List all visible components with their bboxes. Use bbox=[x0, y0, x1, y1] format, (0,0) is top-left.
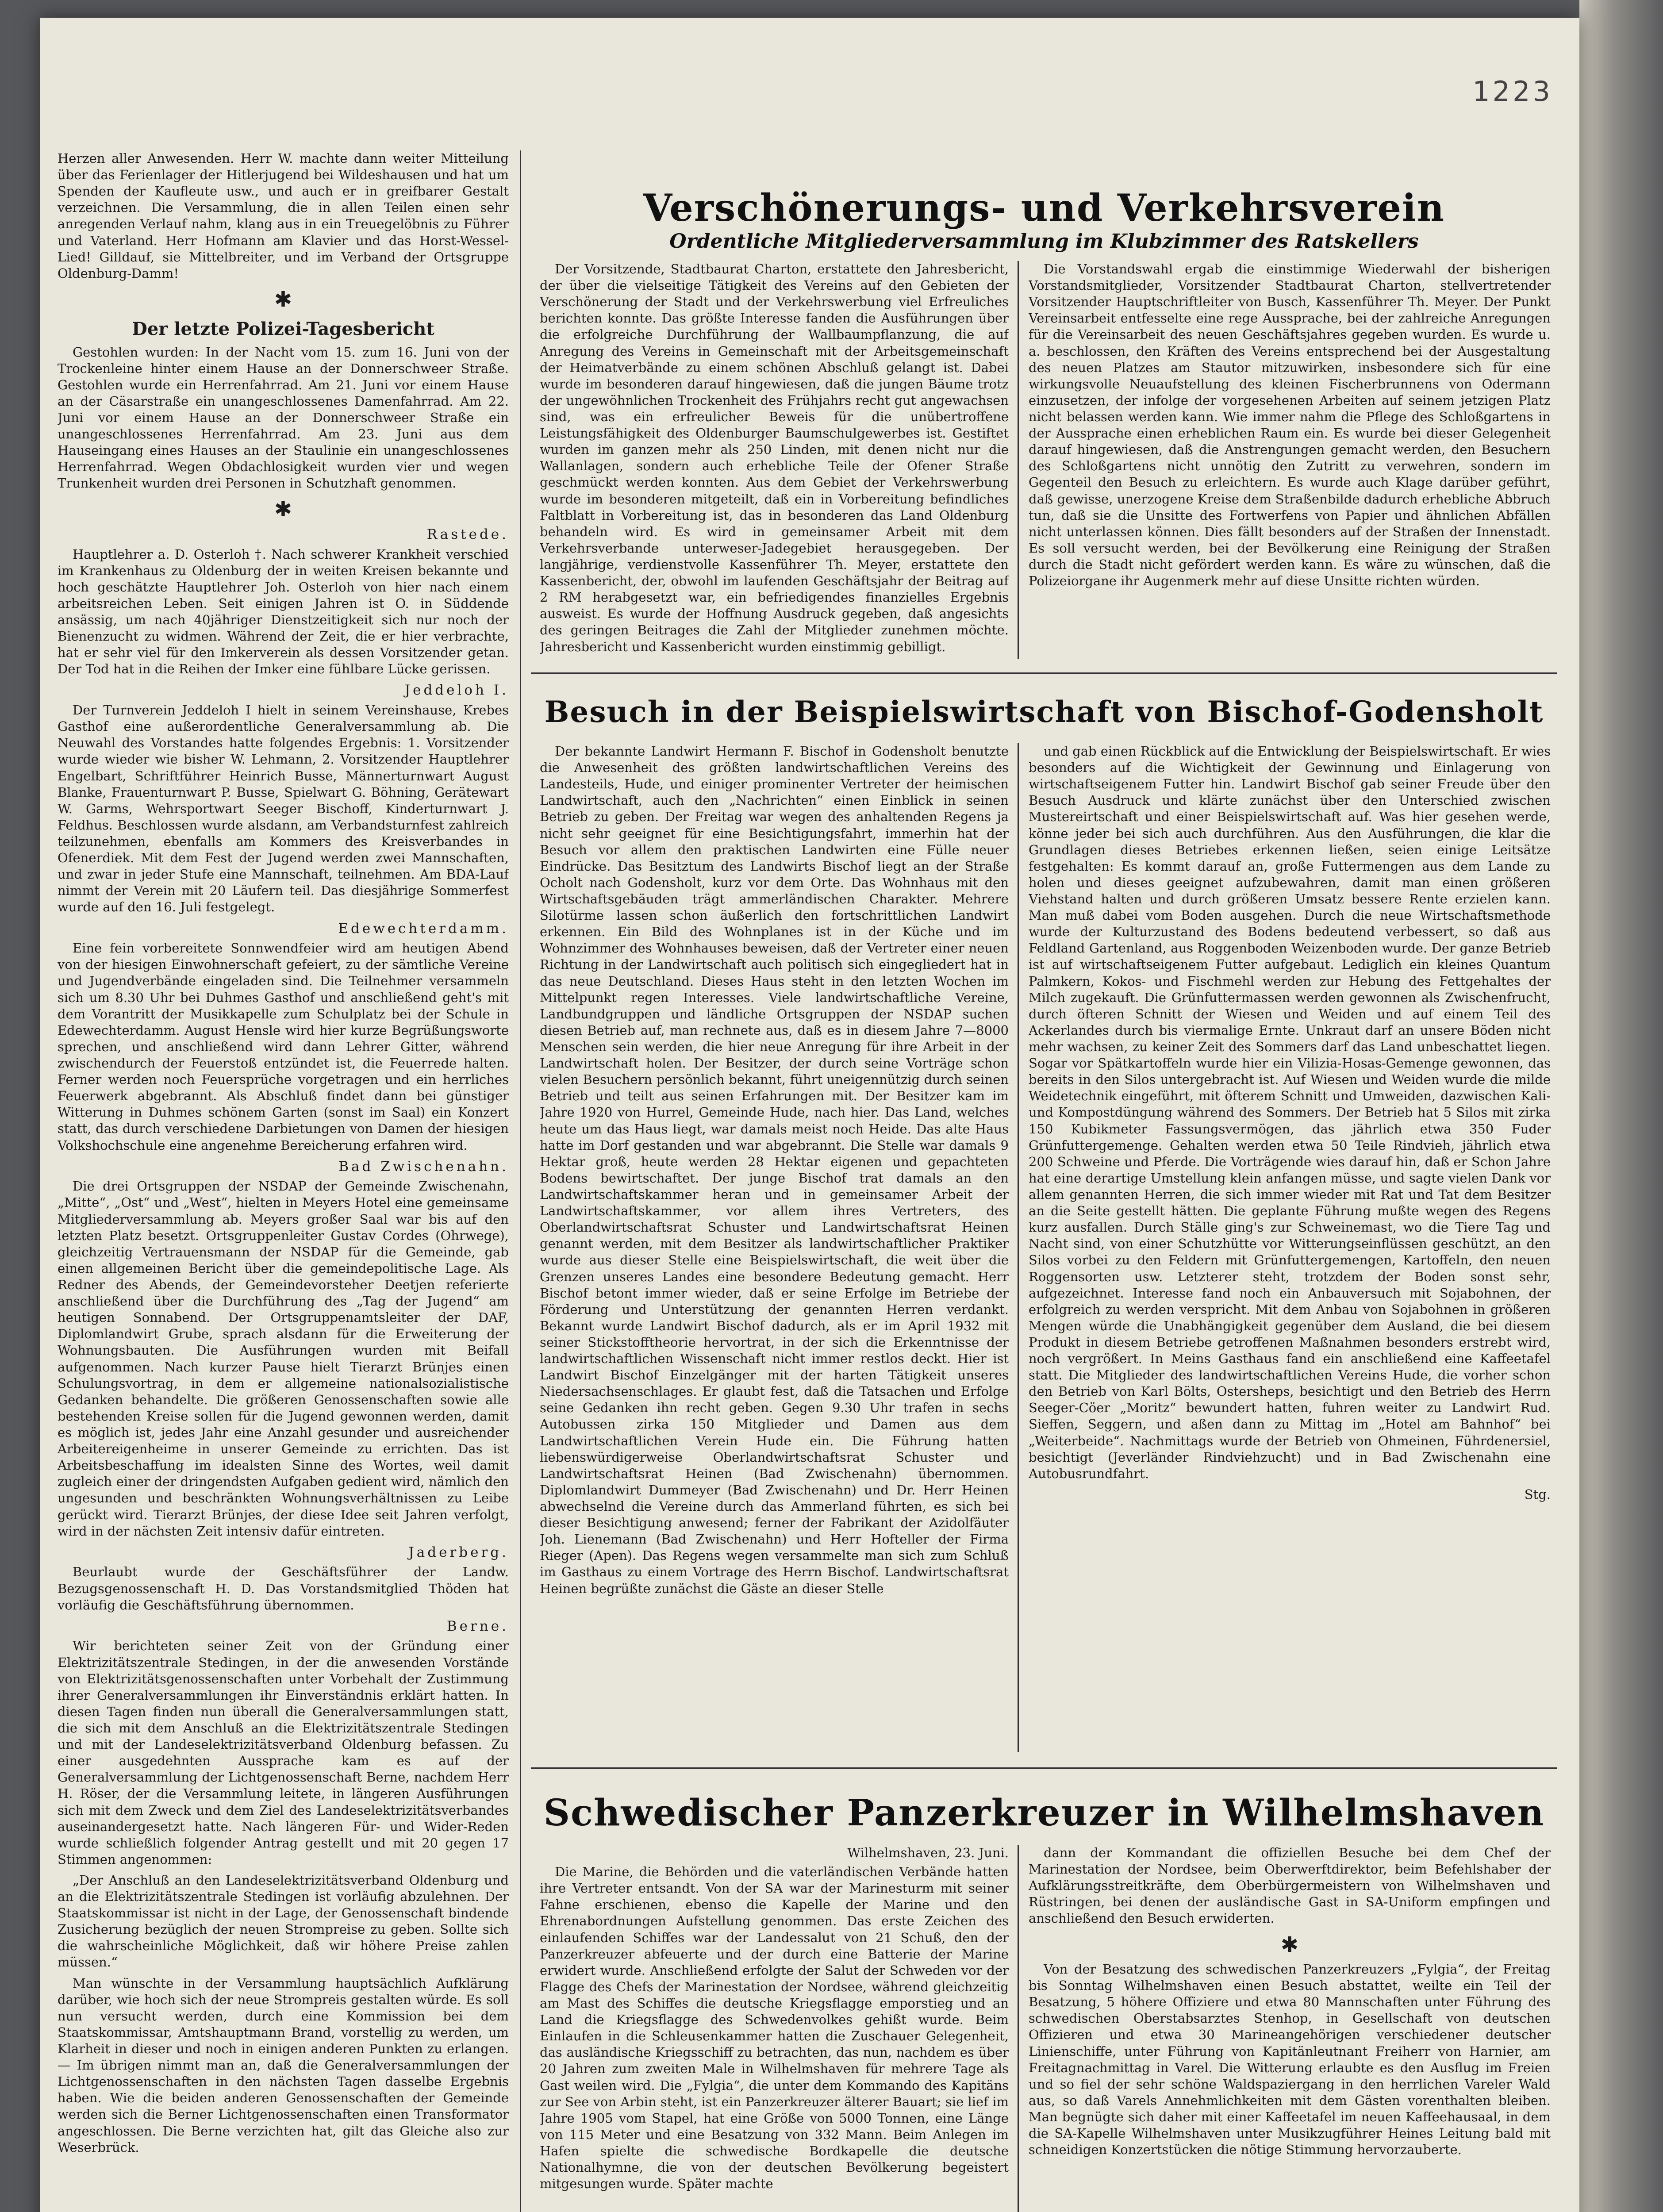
panzer-title: Schwedischer Panzerkreuzer in Wilhelmshaven bbox=[543, 1792, 1545, 1834]
left-column bbox=[58, 150, 509, 2212]
zwischenahn-text: Die drei Ortsgruppen der NSDAP der Gemeinde Zwischenahn, „Mitte“, „Ost“ und „West“, hielten in Meyers Hotel eine gemeinsame Mitgliederversammlung ab. Meyers großer Saal war bis auf den letzten Platz besetzt. Ortsgruppenleiter Gustav Cordes (Ohrwege), gleichzeitig Vertrauensmann der NSDAP für die Gemeinde, gab einen allgemeinen Bericht über die gemeindepolitische Lage. Als Redner des Abends, der Gemeindevorsteher Deetjen referierte anschließend über die Durchführung des „Tag der Jugend“ am heutigen Sonnabend. Der Ortsgruppenamtsleiter der DAF, Diplomlandwirt Grube, sprach alsdann für die Erweiterung der Wohnungsbauten. Die Ausführungen wurden mit Beifall aufgenommen. Nach kurzer Pause hielt Tierarzt Brünjes einen Schulungsvortrag, in dem er allgemeine nationalsozialistische Gedanken behandelte. Die größeren Genossenschaften sowie alle bestehenden Kreise sollen für die Jugend gewonnen werden, damit es möglich ist, jedes Jahr eine Anzahl gesunder und ausreichender Arbeitereigenheime in unserer Gemeinde zu errichten. Das ist Arbeitsbeschaffung im idealsten Sinne des Wortes, weil damit zugleich einer der dringendsten Aufgaben gedient wird, nämlich den ungesunden und beschränkten Wohnungsverhältnissen zu Leibe gerückt wird. Tierarzt Brünjes, der diese Idee seit Jahren verfolgt, wird in der nächsten Zeit intensiv dafür eintreten. bbox=[58, 1179, 509, 1539]
bischof-col-1-text: Der bekannte Landwirt Hermann F. Bischof in Godensholt benutzte die Anwesenheit des größten landwirtschaftlichen Vereins des Landesteils, Hude, und einiger prominenter Vertreter der heimischen Landwirtschaft, auch den „Nachrichten“ einen Einblick in seinen Betrieb zu geben. Der Freitag war wegen des anhaltenden Regens ja nicht sehr geeignet für eine Besichtigungsfahrt, immerhin hat der Besuch vor allem den praktischen Landwirten eine Fülle neuer Eindrücke. Das Besitztum des Landwirts Bischof liegt an der Straße Ocholt nach Godensholt, kurz vor dem Orte. Das Wohnhaus mit den Wirtschaftsgebäuden trägt ammerländischen Charakter. Mehrere Silotürme lassen schon äußerlich den fortschrittlichen Landwirt erkennen. Ein Bild des Wohnplanes ist in der Küche und im Wohnzimmer des Wohnhauses beweisen, daß der Vertreter einer neuen Richtung in der Landwirtschaft auch politisch sich eingegliedert hat in das neue Deutschland. Dieses Haus steht in den letzten Wochen im Mittelpunkt regen Interesses. Viele landwirtschaftliche Vereine, Landbundgruppen und ländliche Ortsgruppen der NSDAP suchen diesen Betrieb auf, man rechnete aus, daß es in diesem Jahre 7—8000 Menschen sein werden, die hier neue Anregung für ihre Arbeit in der Landwirtschaft holen. Der Besitzer, der durch seine Vorträge schon vielen Besuchern persönlich bekannt, führt uneigennützig durch seinen Betrieb und teilt aus seinen Erfahrungen mit. Der Besitzer kam im Jahre 1920 von Hurrel, Gemeinde Hude, nach hier. Das Land, welches heute um das Haus liegt, war damals meist noch Heide. Das alte Haus hatte im Dorf gestanden und war abgebrannt. Die Stelle war damals 9 Hektar groß, heute werden 28 Hektar eigenen und gepachteten Bodens bewirtschaftet. Der junge Bischof trat damals an den Landwirtschaftskammer heran und in gemeinsamer Arbeit der Landwirtschaftskammer, vor allem ihres Vertreters, des Oberlandwirtschaftsrat Schuster und Landwirtschaftsrat Heinen genannt werden, mit dem Besitzer als landwirtschaftlicher Praktiker wurde aus dieser Stelle eine Beispielswirtschaft, die weit über die Grenzen unseres Landes eine besondere Bedeutung gemacht. Herr Bischof betont immer wieder, daß er seine Erfolge im Betriebe der Förderung und Unterstützung der genannten Herren verdankt. Bekannt wurde Landwirt Bischof dadurch, als er im April 1932 mit seiner Stickstofftheorie hervortrat, in der sich die Erkenntnisse der landwirtschaftlichen Wissenschaft nicht immer restlos deckt. Hier ist Landwirt Bischof Einzelgänger mit der harten Tätigkeit unseres Niedersachsenschlages. Er glaubt fest, daß die Tatsachen und Erfolge seine Gedanken ihn recht geben. Gegen 9.30 Uhr trafen in sechs Autobussen zirka 150 Mitglieder und Damen aus dem Landwirtschaftlichen Verein Hude ein. Die Führung hatten liebenswürdigerweise Oberlandwirtschaftsrat Schuster und Landwirtschaftsrat Heinen (Bad Zwischenahn) übernommen. Diplomlandwirt Dummeyer (Bad Zwischenahn) und Dr. Herr Heinen abwechselnd die Vereine durch das Ammerland führten, es sich bei dieser Besichtigung anwesend; ferner der Fabrikant der Azidolfäuter Joh. Lienemann (Bad Zwischenahn) und Herr Hofteller der Firma Rieger (Apen). Das Regens wegen versammelte man sich zum Schluß im Gasthaus zu einem Vortrage des Herrn Bischof. Landwirtschaftsrat Heinen begrüßte zunächst die Gäste an dieser Stelle bbox=[540, 744, 1009, 1596]
panzer-col-1 bbox=[540, 1845, 1009, 2212]
verein-subtitle: Ordentliche Mitgliederversammlung im Klubzimmer des Ratskellers bbox=[669, 230, 1419, 253]
verein-column-rule bbox=[1018, 261, 1019, 659]
page-edge bbox=[1579, 0, 1663, 2212]
bischof-signoff: Stg. bbox=[1524, 1486, 1551, 1502]
panzer-column-rule bbox=[1018, 1845, 1019, 2212]
berne-text-2: Man wünschte in der Versammlung hauptsächlich Aufklärung darüber, wie hoch sich der neue Strompreis gestalten würde. Es soll nun versucht werden, durch eine Kommission bei dem Staatskommissar, Amtshauptmann Brand, vorstellig zu werden, um Klarheit in dieser und noch in einigen anderen Punkten zu erlangen. — Im übrigen nimmt man an, daß die Generalversammlungen der Lichtgenossenschaften in den nächsten Tagen dasselbe Ergebnis haben. Wie die beiden anderen Genossenschaften der Gemeinde werden sich die Berner Lichtgenossenschaften einen Transformator angeschlossen. Die Berne verzichten hat, gilt das Gleiche also zur Weserbrück. bbox=[58, 1975, 509, 2155]
panzer-dateline: Wilhelmshaven, 23. Juni. bbox=[847, 1845, 1009, 1860]
bischof-col-1 bbox=[540, 743, 1009, 1747]
panzer-col-2-text-b: Von der Besatzung des schwedischen Panzerkreuzers „Fylgia“, der Freitag bis Sonntag Wilhelmshaven einen Besuch abstattet, weilte ein Teil der Besatzung, 5 höhere Offiziere und etwa 80 Mannschaften unter Führung des schwedischen Oberstabsarztes Stenhop, in Gesellschaft von deutschen Offizieren und etwa 30 Marineangehörigen verschiedener deutscher Linienschiffe, unter Führung von Kapitänleutnant Freiherr von Harnier, am Freitagnachmittag in Varel. Die Witterung erlaubte es den Ausflug im Freien und so fiel der sehr schöne Waldspaziergang in den herrlichen Vareler Wald aus, so daß Varels Annehmlichkeiten mit dem Gästen vorenthalten bleiben. Man begnügte sich daher mit einer Kaffeetafel im neuen Kaffeehausaal, in dem die SA-Kapelle Wilhelmshaven unter Musikzugführer Heines Leitung bald mit schneidigen Konzertstücken die nötige Stimmung hervorzauberte. bbox=[1029, 1961, 1551, 2158]
intro-paragraph: Herzen aller Anwesenden. Herr W. machte dann weiter Mitteilung über das Ferienlager der Hitlerjugend bei Wildeshausen und hat um Spenden der Kaufleute usw., und auch er in greifbarer Gestalt verzeichnen. Die Versammlung, die in allen Teilen einen sehr anregenden Verlauf nahm, klang aus in ein Treuegelöbnis zu Führer und Vaterland. Herr Hofmann am Klavier und das Horst-Wessel-Lied! Gilldauf, sie Mittelbreiter, und im Verband der Ortsgruppe Oldenburg-Damm! bbox=[58, 151, 509, 281]
edewecht-text: Eine fein vorbereitete Sonnwendfeier wird am heutigen Abend von der hiesigen Einwohnerschaft gefeiert, zu der sämtliche Vereine und Jugendverbände eingeladen sind. Die Teilnehmer versammeln sich um 8.30 Uhr bei Duhmes Gasthof und anschließend geht's mit dem Vorantritt der Musikkapelle zum Schulplatz bei der Schule in Edewechterdamm. August Hensle wird hier kurze Begrüßungsworte sprechen, und anschließend wird dann Lehrer Gitter, während zwischendurch der Feuerstoß entzündet ist, die Feuerrede halten. Ferner werden noch Feuersprüche vorgetragen und ein herrliches Feuerwerk abgebrannt. Als Abschluß findet dann bei günstiger Witterung in Duhmes schönem Garten (sonst im Saal) ein Konzert statt, das durch verschiedene Darbietungen von Damen der hiesigen Volkshochschule eine angenehme Bereicherung erfahren wird. bbox=[58, 941, 509, 1153]
jaderberg-text: Beurlaubt wurde der Geschäftsführer der Landw. Bezugsgenossenschaft H. D. Das Vorstandsmitglied Thöden hat vorläufig die Geschäftsführung übernommen. bbox=[58, 1564, 509, 1613]
bischof-col-2-text: und gab einen Rückblick auf die Entwicklung der Beispielswirtschaft. Er wies besonders auf die Wichtigkeit der Gewinnung und Einlagerung von wirtschaftseigenem Futter hin. Landwirt Bischof gab seiner Freude über den Besuch Ausdruck und klärte zunächst über den Unterschied zwischen Mustereirtschaft und einer Beispielswirtschaft auf. Was hier gesehen werde, könne jeder bei sich auch durchführen. Aus den Ausführungen, die klar die Grundlagen dieses Betriebes erkennen ließen, seien einige Leitsätze festgehalten: Es kommt darauf an, große Futtermengen aus dem Lande zu holen und dieses geeignet aufzubewahren, damit man einen größeren Viehstand halten und durch größeren Umsatz bessere Rente erzielen kann. Man muß dabei vom Boden ausgehen. Durch die neue Wirtschaftsmethode wurde der Kulturzustand des Bodens bedeutend verbessert, so daß aus Feldland Gartenland, aus Roggenboden Weizenboden wurde. Der ganze Betrieb ist auf wirtschaftseigenem Futter aufgebaut. Lediglich ein kleines Quantum Palmkern, Kokos- und Fischmehl werden zur Hebung des Fettgehaltes der Milch zugekauft. Die Grünfuttermassen werden gewonnen als Zwischenfrucht, durch öfteren Schnitt der Wiesen und Weiden und auf einem Teil des Ackerlandes durch bis viermalige Ernte. Unkraut darf an unsere Böden nicht mehr wachsen, zu keiner Zeit des Sommers darf das Land unbeschattet liegen. Sogar vor Spätkartoffeln wurde hier ein Vilizia-Hosas-Gemenge gewonnen, das bereits in den Silos untergebracht ist. Auf Wiesen und Weiden wurde die milde Weidetechnik eingeführt, mit öfterem Schnitt und Umweiden, dazwischen Kali- und Kompostdüngung während des Sommers. Der Betrieb hat 5 Silos mit zirka 150 Kubikmeter Fassungsvermögen, das jährlich etwa 350 Fuder Grünfuttergemenge. Gehalten werden etwa 50 Teile Rindvieh, jährlich etwa 200 Schweine und Pferde. Die Vorträgende wies darauf hin, daß er Schon Jahre hat eine derartige Umstellung klein anfangen müsse, und sagte vielen Dank vor allem genannten Herren, die sich immer wieder mit Rat und Tat dem Besitzer an die Seite gestellt hätten. Die geplante Führung mußte wegen des Regens kurz ausfallen. Durch Ställe ging's zur Schweinemast, wo die Tiere Tag und Nacht sind, von einer Schutzhütte vor Witterungseinflüssen geschützt, an den Silos vorbei zu den Feldern mit Grünfuttergemengen, Kartoffeln, den neuen Roggensorten usw. Letzterer steht, trotzdem der Boden sonst sehr, aufgezeichnet. Interesse fand noch ein Anbauversuch mit Sojabohnen, der erfolgreich zu werden verspricht. Mit dem Anbau von Sojabohnen in größeren Mengen würde die Unabhängigkeit gegenüber dem Ausland, die bei diesem Produkt in diesem Betriebe getroffenen Maßnahmen besonders erstrebt wird, noch vergrößert. In Meins Gasthaus fand ein anschließend eine Kaffeetafel statt. Die Mitglieder des landwirtschaftlichen Vereins Hude, die vorher schon den Betrieb von Karl Bölts, Ostersheps, besichtigt und den Betrieb des Herrn Seeger-Cöer „Moritz“ bewundert hatten, fuhren weiter zu Landwirt Rud. Sieffen, Seggern, und aßen dann zu Mittag im „Hotel am Bahnhof“ bei „Weiterbeide“. Nachmittags wurde der Betrieb von Ohmeinen, Führdenersiel, besichtigt (Jeverländer Rindviehzucht) und in Bad Zwischenahn eine Autobusrundfahrt. bbox=[1029, 744, 1551, 1481]
page-number: 1223 bbox=[1472, 75, 1553, 108]
berne-text-1: Wir berichteten seiner Zeit von der Gründung einer Elektrizitätszentrale Stedingen, in der die anwesenden Vorstände von Elektrizitätsgenossenschaften unter Vorbehalt der Zustimmung ihrer Generalversammlungen ihr Einverständnis erklärt hatten. In diesen Tagen finden nun überall die Generalversammlungen statt, die sich mit dem Anschluß an die Elektrizitätszentrale Stedingen und mit der Landeselektrizitätsverband Oldenburg befassen. Zu einer ausgedehnten Aussprache kam es auf der Generalversammlung der Lichtgenossenschaft Berne, nachdem Herr H. Röser, der die Versammlung leitete, in längeren Ausführungen sich mit dem Zweck und dem Ziel des Landeselektrizitätsverbandes auseinandergesetzt hatte. Nach längeren Für- und Wider-Reden wurde schließlich folgender Antrag gestellt und mit 20 gegen 17 Stimmen angenommen: bbox=[58, 1638, 509, 1867]
column-rule-left bbox=[520, 150, 521, 2212]
rastede-text: Hauptlehrer a. D. Osterloh †. Nach schwerer Krankheit verschied im Krankenhaus zu Oldenburg der in weiten Kreisen bekannte und hoch geschätzte Hauptlehrer Joh. Osterloh von hier nach einem arbeitsreichen Leben. Seit einigen Jahren ist O. in Süddende ansässig, um nach 40jähriger Dienstzeitigkeit sich nur noch der Bienenzucht zu widmen. Während der Zeit, die er hier verbrachte, hat er sehr viel für den Imkerverein als dessen Vorsitzender getan. Der Tod hat in die Reihen der Imker eine fühlbare Lücke gerissen. bbox=[58, 546, 509, 677]
place-edewecht: Edewechterdamm. bbox=[338, 920, 509, 937]
verein-col-1 bbox=[540, 261, 1009, 659]
place-rastede: Rastede. bbox=[426, 526, 509, 542]
police-heading: Der letzte Polizei-Tagesbericht bbox=[132, 319, 434, 340]
verein-col-2 bbox=[1029, 261, 1551, 659]
bischof-column-rule bbox=[1018, 743, 1019, 1752]
panzer-col-2-text-a: dann der Kommandant die offiziellen Besuche bei dem Chef der Marinestation der Nordsee, beim Oberwerftdirektor, beim Befehlshaber der Aufklärungsstreitkräfte, dem Oberbürgermeistern von Wilhelmshaven und Rüstringen, bei denen der ausländische Gast in SA-Uniform empfingen und anschließend den Besuch erwiderten. bbox=[1029, 1845, 1551, 1926]
place-jeddeloh: Jeddeloh I. bbox=[404, 682, 509, 699]
place-jaderberg: Jaderberg. bbox=[408, 1544, 509, 1560]
verein-title: Verschönerungs- und Verkehrsverein bbox=[643, 186, 1445, 230]
berne-quote: „Der Anschluß an den Landeselektrizitätsverband Oldenburg und an die Elektrizitätszentrale Stedingen ist vorläufig abzulehnen. Der Staatskommissar ist nicht in der Lage, der Genossenschaft bindende Zusicherung bezüglich der neuen Strompreise zu geben. Sollte sich die wahrscheinliche Möglichkeit, daß wir höhere Preise zahlen müssen.“ bbox=[58, 1872, 509, 1970]
verein-col-1-text: Der Vorsitzende, Stadtbaurat Charton, erstattete den Jahresbericht, der über die vielseitige Tätigkeit des Vereins auf den Gebieten der Verschönerung der Stadt und der Verkehrswerbung viel Erfreuliches berichten konnte. Das größte Interesse fanden die Ausführungen über die erfolgreiche Durchführung der Wallbaumpflanzung, die auf Anregung des Vereins in Gemeinschaft mit der Arbeitsgemeinschaft der Heimatverbände zu einem schönen Abschluß gelangt ist. Dabei wurde im besonderen darauf hingewiesen, daß die jungen Bäume trotz der ungewöhnlichen Trockenheit des Frühjahrs recht gut angewachsen sind, was ein erfreulicher Beweis für die unübertroffene Leistungsfähigkeit des Oldenburger Baumschulgewerbes ist. Gestiftet wurden im ganzen mehr als 250 Linden, mit denen nicht nur die Wallanlagen, sondern auch erhebliche Teile der Ofener Straße geschmückt werden konnten. Aus dem Gebiet der Verkehrswerbung wurde im besonderen mitgeteilt, daß ein in Vorbereitung befindliches Faltblatt in Vorbereitung ist, das in besonderen das Land Oldenburg behandeln wird. Es wird in gemeinsamer Arbeit mit dem Verkehrsverbande unterweser-Jadegebiet herausgegeben. Der langjährige, verdienstvolle Kassenführer Th. Meyer, erstattete den Kassenbericht, der, obwohl im laufenden Geschäftsjahr der Beitrag auf 2 RM herabgesetzt war, ein befriedigendes finanzielles Ergebnis ausweist. Es wurde der Hoffnung Ausdruck gegeben, daß angesichts des geringen Beitrages die Zahl der Mitglieder zunehmen möchte. Jahresbericht und Kassenbericht wurden einstimmig gebilligt. bbox=[540, 261, 1009, 654]
bischof-col-2 bbox=[1029, 743, 1551, 1752]
bischof-title: Besuch in der Beispielswirtschaft von Bischof-Godensholt bbox=[544, 695, 1544, 729]
place-zwischenahn: Bad Zwischenahn. bbox=[338, 1158, 509, 1175]
police-text: Gestohlen wurden: In der Nacht vom 15. zum 16. Juni von der Trockenleine hinter einem Hause an der Donnerschweer Straße. Gestohlen wurde ein Herrenfahrrad. Am 21. Juni vor einem Hause an der Cäsarstraße ein unangeschlossenes Damenfahrrad. Am 22. Juni vor einem Hause an der Donnerschweer Straße ein unangeschlossenes Herrenfahrrad. Am 23. Juni aus dem Hauseingang eines Hauses an der Staulinie ein unangeschlossenes Herrenfahrrad. Wegen Obdachlosigkeit wurden vier und wegen Trunkenheit wurden drei Personen in Schutzhaft genommen. bbox=[58, 344, 509, 491]
rule-under-bischof bbox=[531, 1767, 1557, 1769]
separator-star-icon: ✱ bbox=[274, 497, 292, 522]
separator-star-icon: ✱ bbox=[274, 287, 292, 312]
separator-star-icon: ✱ bbox=[1280, 1932, 1299, 1957]
verein-col-2-text: Die Vorstandswahl ergab die einstimmige Wiederwahl der bisherigen Vorstandsmitglieder, Vorsitzender Stadtbaurat Charton, stellvertretender Vorsitzender Hauptschriftleiter von Busch, Kassenführer Th. Meyer. Der Punkt Vereinsarbeit entfesselte eine rege Aussprache, bei der zahlreiche Anregungen für die Vereinsarbeit des neuen Geschäftsjahres gegeben wurden. Es wurde u. a. beschlossen, den Kräften des Vereins entsprechend bei der Ausgestaltung des neuen Platzes am Stautor mitzuwirken, insbesondere sich für eine wirkungsvolle Neuaufstellung des kleinen Fischerbrunnens von Odermann einzusetzen, der infolge der vorgesehenen Arbeiten auf seinem jetzigen Platz nicht belassen werden kann. Wie immer nahm die Pflege des Schloßgartens in der Aussprache einen erheblichen Raum ein. Es wurde bei dieser Gelegenheit darauf hingewiesen, daß die Anstrengungen gemacht werden, den Besuchern des Schloßgartens nicht unnötig den Zutritt zu verwehren, sondern im Gegenteil den Besuch zu erleichtern. Es wurde auch Klage darüber geführt, daß gewisse, unerzogene Kreise dem Straßenbilde dadurch erhebliche Abbruch tun, daß sie die Unsitte des Fortwerfens von Papier und ähnlichen Abfällen nicht unterlassen können. Dies fällt besonders auf der Straßen der Innenstadt. Es soll versucht werden, bei der Bevölkerung eine Reinigung der Straßen durch die Stadt nicht gefördert werden kann. Es wäre zu wünschen, daß die Polizeiorgane ihr Augenmerk mehr auf diese Unsitte richten würden. bbox=[1029, 261, 1551, 589]
rule-under-verein bbox=[531, 672, 1557, 674]
panzer-col-2 bbox=[1029, 1845, 1551, 2212]
jeddeloh-text: Der Turnverein Jeddeloh I hielt in seinem Vereinshause, Krebes Gasthof eine außerordentliche Generalversammlung ab. Die Neuwahl des Vorstandes hatte folgendes Ergebnis: 1. Vorsitzender wurde wieder wie bisher W. Lehmann, 2. Vorsitzender Hauptlehrer Engelbart, Schriftführer Heinrich Busse, Männerturnwart August Blanke, Frauenturnwart P. Busse, Spielwart G. Böhning, Gerätewart W. Garms, Wehrsportwart Seeger Bischoff, Kinderturnwart J. Feldhus. Beschlossen wurde alsdann, am Verbandsturnfest zahlreich teilzunehmen, ebenfalls am Kommers des Kreisverbandes in Ofenerdiek. Mit dem Fest der Jugend werden zwei Mannschaften, und zwar in jeder Stufe eine Mannschaft, teilnehmen. Am BDA-Lauf nimmt der Verein mit 20 Läufern teil. Das diesjährige Sommerfest wurde auf den 16. Juli festgelegt. bbox=[58, 703, 509, 915]
place-berne: Berne. bbox=[446, 1618, 509, 1634]
panzer-col-1-text: Die Marine, die Behörden und die vaterländischen Verbände hatten ihre Vertreter entsandt. Von der SA war der Marinesturm mit seiner Fahne erschienen, ebenso die Kapelle der Marine und den Ehrenabordnungen Aufstellung genommen. Das erste Zeichen des einlaufenden Schiffes war der Landessalut von 21 Schuß, den der Panzerkreuzer abfeuerte und der durch eine Batterie der Marine erwidert wurde. Anschließend erfolgte der Salut der Schweden vor der Flagge des Chefs der Marinestation der Nordsee, während gleichzeitig am Mast des Schiffes die deutsche Kriegsflagge emporstieg und an Land die Kriegsflagge des Schwedenvolkes gehißt wurde. Beim Einlaufen in die Schleusenkammer hatten die Zuschauer Gelegenheit, das ausländische Kriegsschiff zu betrachten, das nun, nachdem es über 20 Jahren zum zweiten Male in Wilhelmshaven für mehrere Tage als Gast weilen wird. Die „Fylgia“, die unter dem Kommando des Kapitäns zur See von Arbin steht, ist ein Panzerkreuzer älterer Bauart; sie lief im Jahre 1905 vom Stapel, hat eine Größe von 5000 Tonnen, eine Länge von 115 Meter und eine Besatzung von 332 Mann. Beim Anlegen im Hafen spielte die schwedische Bordkapelle die deutsche Nationalhymne, die von der deutschen Bevölkerung begeistert mitgesungen wurde. Später machte bbox=[540, 1864, 1009, 2192]
newspaper-page bbox=[40, 18, 1579, 2212]
